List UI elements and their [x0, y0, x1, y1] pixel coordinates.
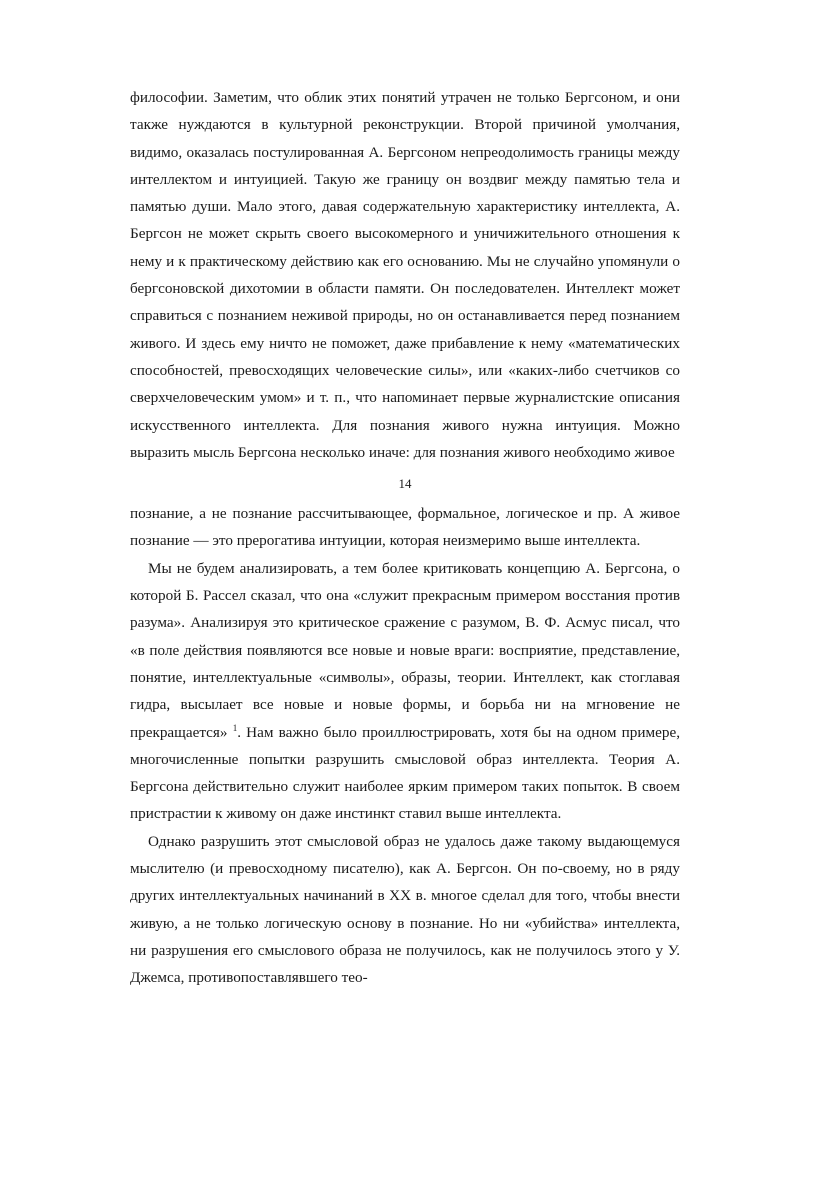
- paragraph-continuation: познание, а не познание рассчитывающее, формальное, логическое и пр. А живое познание — это прерогатива интуиции, которая неизмеримо выше интеллекта.: [130, 505, 680, 550]
- document-page: [130, 84, 680, 992]
- paragraph-2: [130, 555, 680, 828]
- paragraph-top: философии. Заметим, что облик этих понятий утрачен не только Бергсоном, и они также нуждаются в культурной реконструкции. Второй причиной умолчания, видимо, оказалась постулированная А. Бергсоном непреодолимость границы между интеллектом и интуицией. Такую же границу он воздвиг между памятью тела и памятью души. Мало этого, давая содержательную характеристику интеллекта, А. Бергсон не может скрыть своего высокомерного и уничижительного отношения к нему и к практическому действию как его основанию. Мы не случайно упомянули о бергсоновской дихотомии в области памяти. Он последователен. Интеллект может справиться с познанием неживой природы, но он останавливается перед познанием живого. И здесь ему ничто не поможет, даже прибавление к нему «математических способностей, превосходящих человеческие силы», или «каких-либо счетчиков со сверхчеловеческим умом» и т. п., что напоминает первые журналистские описания искусственного интеллекта. Для познания живого нужна интуиция. Можно выразить мысль Бергсона несколько иначе: для познания живого необходимо живое: [130, 89, 680, 461]
- footnote-marker[interactable]: 1: [232, 722, 238, 733]
- page-number: 14: [398, 476, 412, 492]
- paragraph-3: Однако разрушить этот смысловой образ не удалось даже такому выдающемуся мыслителю (и превосходному писателю), как А. Бергсон. Он по-своему, но в ряду других интеллектуальных начинаний в XX в. многое сделал для того, чтобы внести живую, а не только логическую основу в познание. Но ни «убийства» интеллекта, ни разрушения его смыслового образа не получилось, как не получилось этого у У. Джемса, противопоставлявшего тео-: [130, 832, 680, 987]
- paragraph-2-text-after-footnote: . Нам важно было проиллюстрировать, хотя бы на одном примере, многочисленные попытки разрушить смысловой образ интеллекта. Теория А. Бергсона действительно служит наиболее ярким примером таких попыток. В своем пристрастии к живому он даже инстинкт ставил выше интеллекта.: [130, 723, 680, 823]
- paragraph-2-text-before-footnote: Мы не будем анализировать, а тем более критиковать концепцию А. Бергсона, о которой Б. Рассел сказал, что она «служит прекрасным примером восстания против разума». Анализируя это критическое сражение с разумом, В. Ф. Асмус писал, что «в поле действия появляются все новые и новые враги: восприятие, представление, понятие, интеллектуальные «символы», образы, теории. Интеллект, как стоглавая гидра, высылает все новые и новые формы, и борьба ни на мгновение не прекращается»: [130, 559, 680, 741]
